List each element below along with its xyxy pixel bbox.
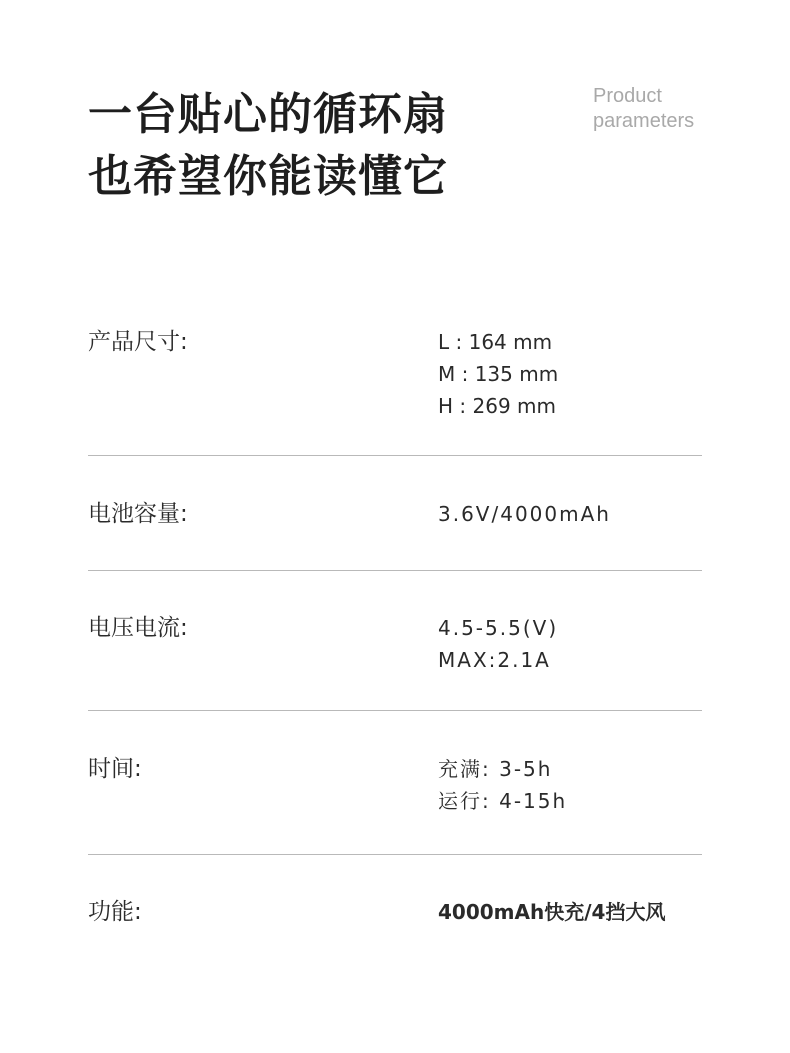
spec-value: 3.6V/4000mAh — [438, 502, 611, 526]
spec-table — [88, 0, 702, 1053]
spec-label: 电池容量: — [88, 501, 188, 527]
spec-value: L : 164 mm — [438, 330, 553, 354]
row-divider — [88, 455, 702, 456]
headline-line-2: 也希望你能读懂它 — [88, 151, 448, 202]
spec-value: MAX:2.1A — [438, 648, 551, 672]
spec-value: 运行: 4-15h — [438, 789, 568, 813]
spec-value: 4000mAh快充/4挡大风 — [438, 900, 666, 924]
spec-values — [438, 498, 611, 530]
spec-label: 电压电流: — [88, 615, 188, 641]
spec-value: M : 135 mm — [438, 362, 559, 386]
spec-label: 产品尺寸: — [88, 329, 188, 355]
spec-value: 充满: 3-5h — [438, 757, 553, 781]
spec-values — [438, 612, 558, 676]
spec-value: H : 269 mm — [438, 394, 556, 418]
section-tag-line-1: Product — [593, 85, 662, 107]
spec-label: 功能: — [88, 899, 142, 925]
section-tag-line-2: parameters — [593, 110, 695, 132]
headline-line-1: 一台贴心的循环扇 — [88, 89, 448, 140]
spec-values — [438, 896, 665, 928]
spec-values — [438, 326, 558, 422]
row-divider — [88, 854, 702, 855]
spec-label: 时间: — [88, 756, 142, 782]
row-divider — [88, 710, 702, 711]
spec-value: 4.5-5.5(V) — [438, 616, 559, 640]
row-divider — [88, 570, 702, 571]
spec-values — [438, 753, 567, 817]
